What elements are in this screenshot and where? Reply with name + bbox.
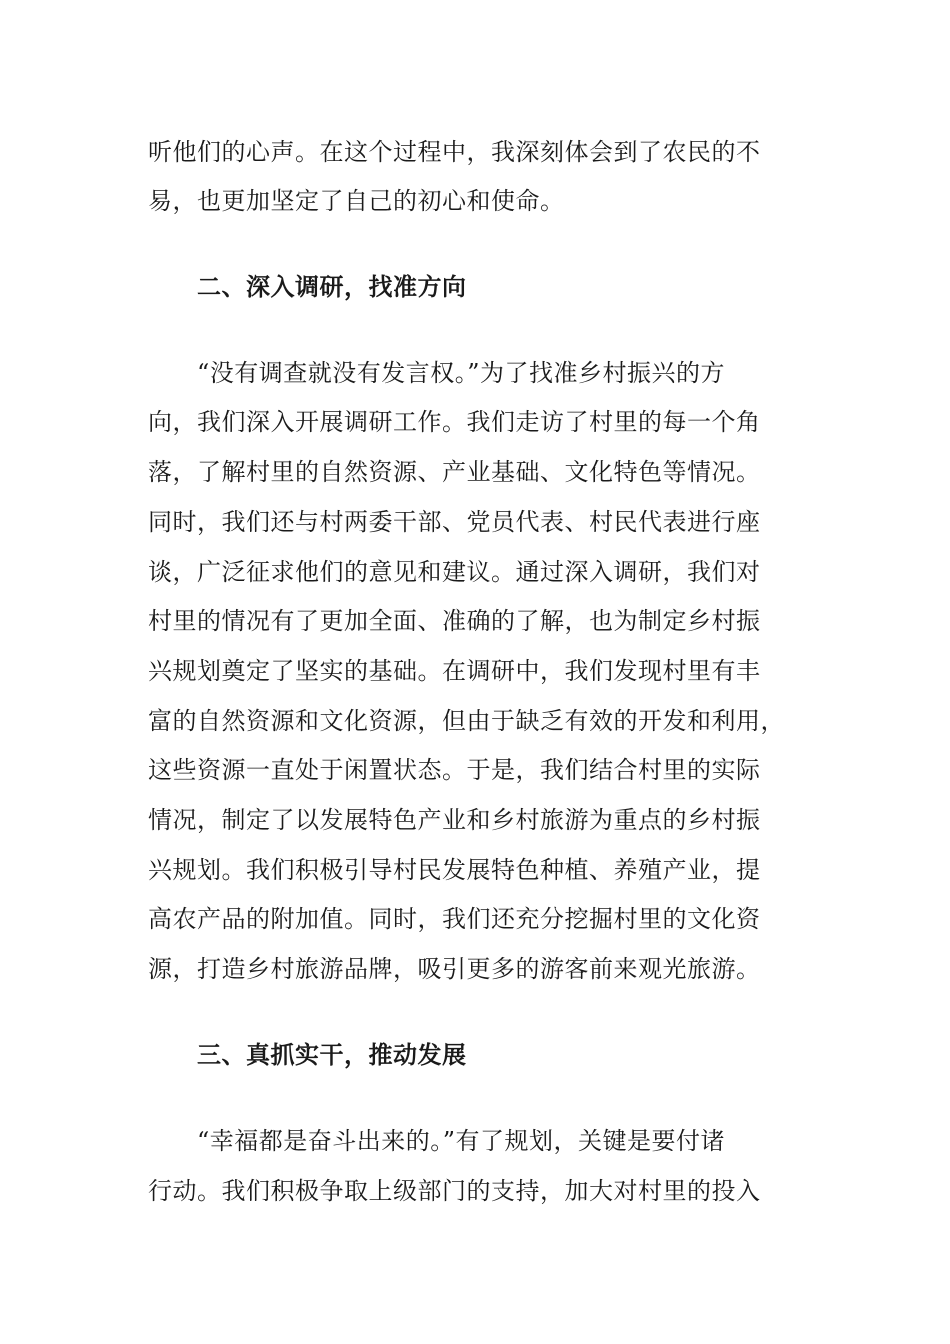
paragraph-line: 行动。我们积极争取上级部门的支持，加大对村里的投入 — [148, 1177, 761, 1205]
paragraph-line: “幸福都是奋斗出来的。”有了规划，关键是要付诸 — [197, 1127, 726, 1155]
section-heading-3: 三、真抓实干，推动发展 — [197, 1040, 467, 1069]
paragraph-line: 高农产品的附加值。同时，我们还充分挖掘村里的文化资 — [148, 905, 761, 933]
paragraph-line: 落，了解村里的自然资源、产业基础、文化特色等情况。 — [148, 458, 761, 486]
paragraph-line: 这些资源一直处于闲置状态。于是，我们结合村里的实际 — [148, 756, 761, 784]
paragraph-line: 源，打造乡村旅游品牌，吸引更多的游客前来观光旅游。 — [148, 955, 761, 983]
paragraph-line: 情况，制定了以发展特色产业和乡村旅游为重点的乡村振 — [148, 806, 761, 834]
paragraph-line: 谈，广泛征求他们的意见和建议。通过深入调研，我们对 — [148, 558, 761, 586]
paragraph-line: 同时，我们还与村两委干部、党员代表、村民代表进行座 — [148, 508, 761, 536]
section-heading-2: 二、深入调研，找准方向 — [197, 272, 467, 301]
paragraph-line: “没有调查就没有发言权。”为了找准乡村振兴的方 — [197, 359, 726, 387]
paragraph-line: 兴规划奠定了坚实的基础。在调研中，我们发现村里有丰 — [148, 657, 761, 685]
paragraph-line: 听他们的心声。在这个过程中，我深刻体会到了农民的不 — [148, 138, 761, 166]
paragraph-line: 兴规划。我们积极引导村民发展特色种植、养殖产业，提 — [148, 856, 761, 884]
paragraph-line: 易，也更加坚定了自己的初心和使命。 — [148, 187, 565, 215]
paragraph-line: 村里的情况有了更加全面、准确的了解，也为制定乡村振 — [148, 607, 761, 635]
paragraph-line: 向，我们深入开展调研工作。我们走访了村里的每一个角 — [148, 408, 761, 436]
paragraph-line: 富的自然资源和文化资源，但由于缺乏有效的开发和利用， — [148, 707, 785, 735]
